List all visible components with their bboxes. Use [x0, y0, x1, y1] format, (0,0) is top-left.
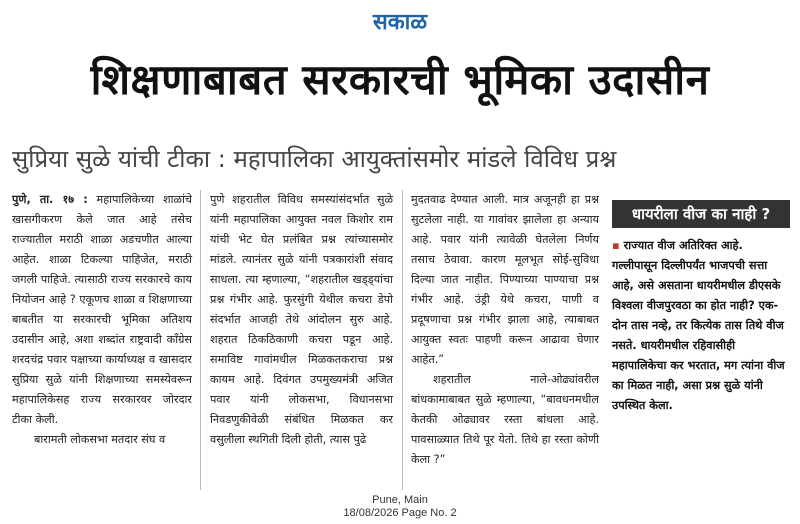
column-divider [200, 190, 201, 490]
bullet-icon: ▪ [612, 239, 620, 252]
article-text: महापालिकेच्या शाळांचे खासगीकरण केले जात आहे तसेच राज्यातील मराठी शाळा अडचणीत आल्या आहेत. शाळा टिकल्या पाहिजेत, मराठी जगली पाहिजे. त्यासाठी राज्य सरकारचे काय नियोजन आहे ? एकूणच शाळा व शिक्षणाच्या बाबतीत या सरकारची भूमिका अतिशय उदासीन आहे, अशा शब्दांत राष्ट्रवादी काँग्रेस शरदचंद्र पवार पक्षाच्या कार्याध्यक्ष व खासदार सुप्रिया सुळे यांनी शिक्षणाच्या समस्येवरून महापालिकेसह राज्य सरकारवर जोरदार टीका केली. [12, 193, 192, 426]
sidebox-text: राज्यात वीज अतिरिक्त आहे. गल्लीपासून दिल्लीपर्यंत भाजपची सत्ता आहे, असे असताना धायरीमधील डीएसके विश्वला वीजपुरवठा का होत नाही? एक-दोन तास नव्हे, तर कित्येक तास तिथे वीज नसते. धायरीमधील रहिवासीही महापालिकेचा कर भरतात, मग त्यांना वीज का मिळत नाही, असा प्रश्न सुळे यांनी उपस्थित केला. [612, 239, 785, 412]
article-column-2 [210, 190, 393, 450]
article-paragraph: पुणे शहरातील विविध समस्यांसंदर्भात सुळे यांनी महापालिका आयुक्त नवल किशोर राम यांची भेट घेत प्रलंबित प्रश्न त्यांच्यासमोर मांडले. त्यानंतर सुळे यांनी पत्रकारांशी संवाद साधला. त्या म्हणाल्या, “शहरातील खड्ड्यांचा प्रश्न गंभीर आहे. फुरसुंगी येथील कचरा डेपो संदर्भात आजही तेथे आंदोलन सुरु आहे. शहरात ठिकठिकाणी कचरा पडून आहे. समाविष्ट गावांमधील मिळकतकराचा प्रश्न कायम आहे. दिवंगत उपमुख्यमंत्री अजित पवार यांनी लोकसभा, विधानसभा निवडणुकीवेळी संबंधित मिळकत कर वसुलीला स्थगिती दिली होती, त्यास पुढे [210, 193, 393, 446]
article-paragraph [411, 370, 599, 470]
edition-label: Pune, Main [372, 494, 428, 506]
headline: शिक्षणाबाबत सरकारची भूमिका उदासीन [90, 55, 710, 104]
dateline: पुणे, ता. १७ : [12, 193, 88, 206]
column-divider [402, 190, 403, 490]
sidebox-body [612, 236, 790, 416]
masthead-logo: सकाळ [372, 10, 428, 35]
article-column-1 [12, 190, 192, 450]
subheadline: सुप्रिया सुळे यांची टीका : महापालिका आयुक्तांसमोर मांडले विविध प्रश्न [12, 145, 617, 173]
article-paragraph [12, 430, 192, 450]
article-paragraph: मुदतवाढ देण्यात आली. मात्र अजूनही हा प्रश्न सुटलेला नाही. या गावांवर झालेला हा अन्याय आहे. पवार यांनी त्यावेळी घेतलेला निर्णय तसाच ठेवावा. कारण मूलभूत सोई-सुविधा दिल्या जात नाहीत. पिण्याच्या पाण्याचा प्रश्न गंभीर आहे. उंड्री येथे कचरा, पाणी व प्रदूषणाचा प्रश्न गंभीर झाला आहे, त्याबाबत आयुक्त स्वतः पाहणी करून आढावा घेणार आहेत.” [411, 193, 599, 366]
sidebox-title: धायरीला वीज का नाही ? [612, 200, 790, 228]
article-text: शहरातील नाले-ओढ्यांवरील बांधकामाबाबत सुळे म्हणाल्या, “बावधनमधील केतकी ओढ्यावर रस्ता बांधला आहे. पावसाळ्यात तिथे पूर येतो. तिथे हा रस्ता कोणी केला ?” [411, 373, 599, 466]
article-paragraph [12, 190, 192, 430]
article-text: बारामती लोकसभा मतदार संघ व [34, 433, 166, 446]
article-column-3 [411, 190, 599, 470]
date-page-label: 18/08/2026 Page No. 2 [343, 507, 457, 519]
page-footer [0, 494, 800, 520]
